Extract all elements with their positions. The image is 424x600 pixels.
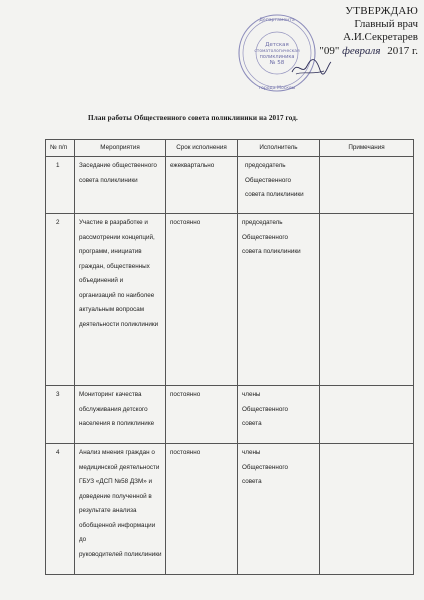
plan-table [45, 139, 414, 575]
row-term-cell: постоянно [166, 444, 238, 575]
row-number-cell: 1 [46, 157, 75, 214]
row-term-cell: постоянно [166, 386, 238, 444]
row-number-cell: 4 [46, 444, 75, 575]
approval-date-month: февраля [342, 45, 381, 57]
table-row [46, 444, 414, 575]
row-term-cell: ежеквартально [166, 157, 238, 214]
official-seal-stamp [236, 12, 318, 94]
row-event-cell: Мониторинг качества обслуживания детского населения в поликлинике [75, 386, 166, 444]
row-executor-cell: председатель Общественного совета поликлиники [238, 157, 320, 214]
approval-date [318, 45, 418, 58]
row-note-cell [320, 214, 414, 386]
row-executor-cell: члены Общественного совета [238, 444, 320, 575]
table-row [46, 214, 414, 386]
header-term: Срок исполнения [166, 140, 238, 157]
row-number-cell: 2 [46, 214, 75, 386]
svg-text:Детская: Детская [265, 42, 289, 48]
row-executor-cell: члены Общественного совета [238, 386, 320, 444]
row-note-cell [320, 444, 414, 575]
row-executor-cell: председатель Общественного совета поликлиники [238, 214, 320, 386]
row-note-cell [320, 386, 414, 444]
row-note-cell [320, 157, 414, 214]
header-event: Мероприятия [75, 140, 166, 157]
svg-text:стоматологическая: стоматологическая [254, 49, 300, 54]
svg-text:города Москвы: города Москвы [258, 86, 296, 91]
table-row [46, 157, 414, 214]
approval-position: Главный врач [354, 18, 418, 30]
row-event-cell: Заседание общественного совета поликлиники [75, 157, 166, 214]
approval-date-day: "09" [319, 45, 340, 57]
handwritten-signature [290, 56, 332, 78]
row-event-cell: Анализ мнения граждан о медицинской деятельности ГБУЗ «ДСП №58 ДЗМ» и доведение полученной в результате анализа обобщенной информации до руководителей поликлиники [75, 444, 166, 575]
header-executor: Исполнитель [238, 140, 320, 157]
svg-text:№ 58: № 58 [269, 60, 285, 66]
approval-name: А.И.Секретарев [343, 31, 418, 43]
svg-text:Департамента: Департамента [259, 18, 295, 23]
approval-heading: УТВЕРЖДАЮ [345, 5, 418, 17]
svg-text:поликлиника: поликлиника [259, 54, 295, 60]
table-row [46, 386, 414, 444]
approval-date-year: 2017 г. [387, 45, 418, 57]
table-header-row [46, 140, 414, 157]
page-title: План работы Общественного совета поликлиники на 2017 год. [88, 114, 298, 122]
row-event-cell: Участие в разработке и рассмотрении концепций, программ, инициатив граждан, общественных объединений и организаций по наиболее актуальным вопросам деятельности поликлиники [75, 214, 166, 386]
row-term-cell: постоянно [166, 214, 238, 386]
header-note: Примечания [320, 140, 414, 157]
header-number: № п/п [46, 140, 75, 157]
row-number-cell: 3 [46, 386, 75, 444]
approval-block [318, 5, 418, 58]
